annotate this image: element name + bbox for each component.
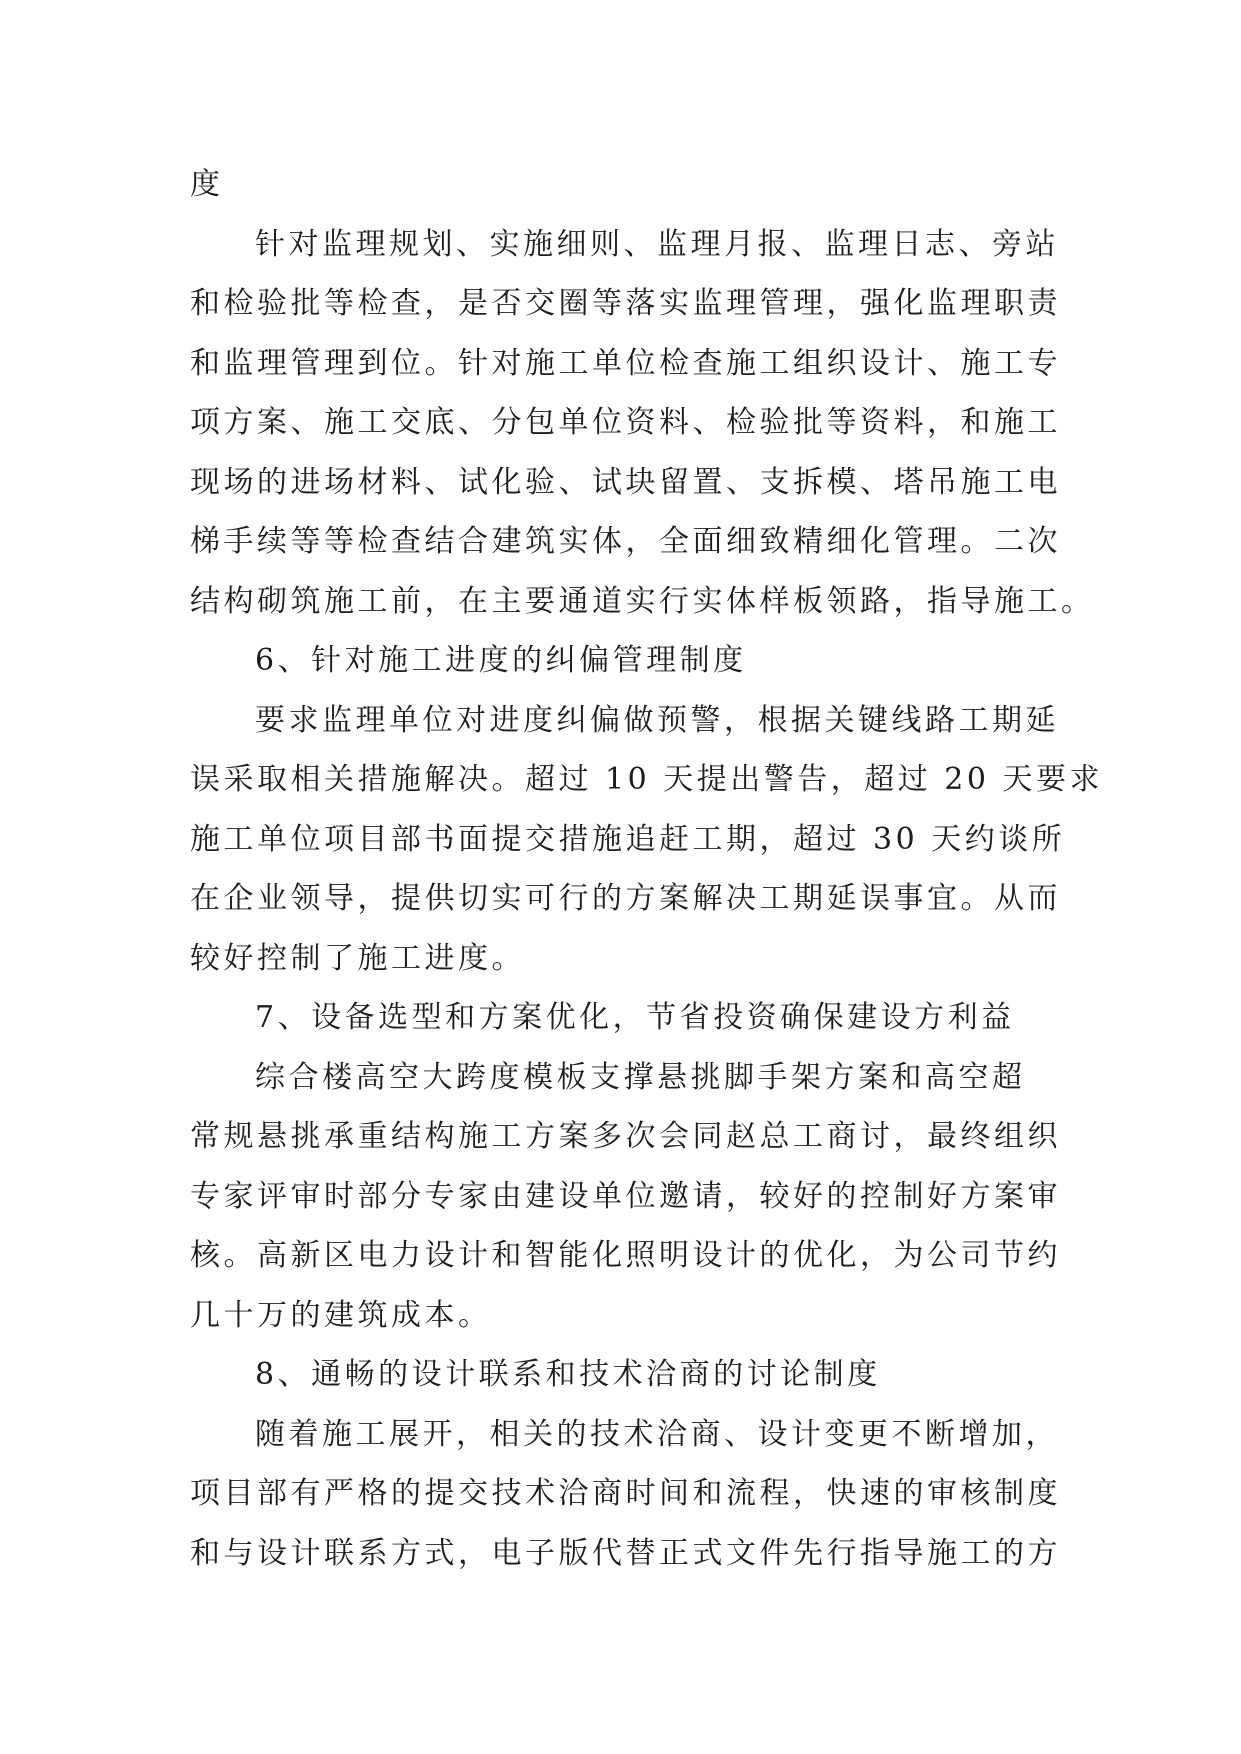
text-line: 常规悬挑承重结构施工方案多次会同赵总工商讨，最终组织 bbox=[190, 1119, 1061, 1154]
text-line: 项方案、施工交底、分包单位资料、检验批等资料，和施工 bbox=[190, 405, 1061, 440]
section-heading-text: 8、通畅的设计联系和技术洽商的讨论制度 bbox=[255, 1357, 881, 1392]
section-heading bbox=[190, 631, 1110, 691]
paragraph bbox=[190, 1405, 1110, 1584]
text-line: 随着施工展开，相关的技术洽商、设计变更不断增加， bbox=[255, 1416, 1059, 1452]
paragraph bbox=[190, 691, 1110, 989]
paragraph-continuation bbox=[190, 155, 1110, 215]
text-line: 梯手续等等检查结合建筑实体，全面细致精细化管理。二次 bbox=[190, 524, 1061, 559]
text-line: 误采取相关措施解决。超过 10 天提出警告，超过 20 天要求 bbox=[190, 762, 1103, 797]
text-line: 专家评审时部分专家由建设单位邀请，较好的控制好方案审 bbox=[190, 1178, 1061, 1214]
text-line: 综合楼高空大跨度模板支撑悬挑脚手架方案和高空超 bbox=[255, 1059, 1026, 1095]
section-heading-text: 6、针对施工进度的纠偏管理制度 bbox=[255, 643, 747, 678]
section-heading-text: 7、设备选型和方案优化，节省投资确保建设方利益 bbox=[255, 1000, 1015, 1035]
text-line: 和与设计联系方式，电子版代替正式文件先行指导施工的方 bbox=[190, 1535, 1061, 1571]
text-line: 几十万的建筑成本。 bbox=[190, 1297, 492, 1333]
paragraph bbox=[190, 1048, 1110, 1346]
text-line: 和检验批等检查，是否交圈等落实监理管理，强化监理职责 bbox=[190, 286, 1061, 321]
text-line: 结构砌筑施工前，在主要通道实行实体样板领路，指导施工。 bbox=[190, 583, 1095, 619]
text-line: 要求监理单位对进度纠偏做预警，根据关键线路工期延 bbox=[255, 702, 1059, 738]
text-line: 核。高新区电力设计和智能化照明设计的优化，为公司节约 bbox=[190, 1238, 1061, 1273]
body-text bbox=[190, 155, 1110, 1583]
text-line: 施工单位项目部书面提交措施追赶工期，超过 30 天约谈所 bbox=[190, 821, 1066, 857]
text-line: 度 bbox=[190, 167, 224, 202]
paragraph bbox=[190, 215, 1110, 632]
text-line: 项目部有严格的提交技术洽商时间和流程，快速的审核制度 bbox=[190, 1476, 1061, 1511]
text-line: 较好控制了施工进度。 bbox=[190, 940, 525, 976]
text-line: 针对监理规划、实施细则、监理月报、监理日志、旁站 bbox=[255, 226, 1059, 262]
section-heading bbox=[190, 988, 1110, 1048]
text-line: 在企业领导，提供切实可行的方案解决工期延误事宜。从而 bbox=[190, 881, 1061, 916]
text-line: 现场的进场材料、试化验、试块留置、支拆模、塔吊施工电 bbox=[190, 464, 1061, 500]
text-line: 和监理管理到位。针对施工单位检查施工组织设计、施工专 bbox=[190, 345, 1061, 381]
section-heading bbox=[190, 1345, 1110, 1405]
